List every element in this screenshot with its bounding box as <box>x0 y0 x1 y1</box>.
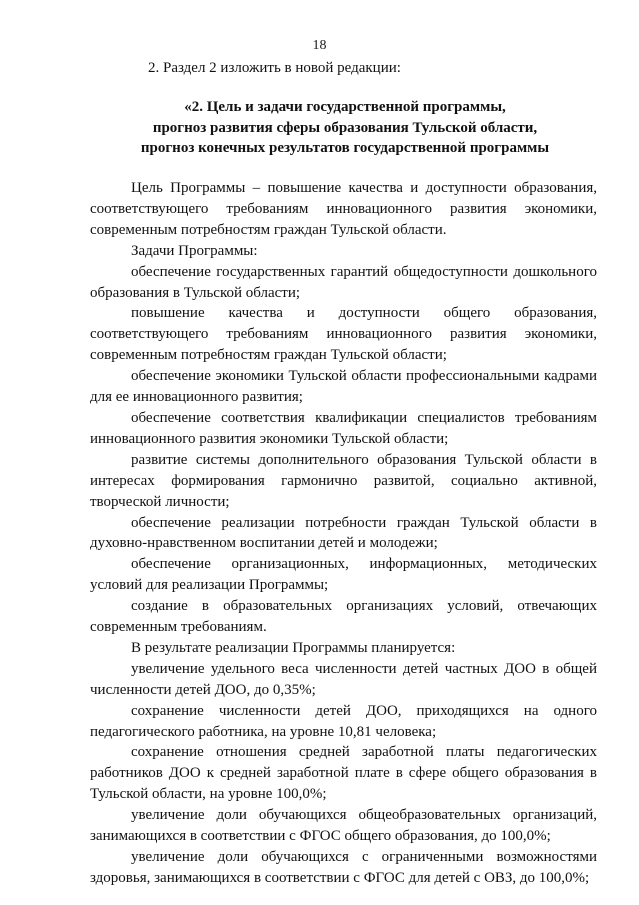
paragraph: Цель Программы – повышение качества и доступности образования, соответствующего требованиям инновационного развития экономики, современным потребностям граждан Тульской области. <box>90 180 597 238</box>
section-heading <box>90 97 600 159</box>
paragraph: сохранение отношения средней заработной платы педагогических работников ДОО к средней заработной плате в сфере общего образования в Тульской области, на уровне 100,0%; <box>90 744 597 803</box>
paragraph: обеспечение реализации потребности граждан Тульской области в духовно-нравственном воспитании детей и молодежи; <box>90 514 597 552</box>
paragraph: обеспечение экономики Тульской области профессиональными кадрами для ее инновационного развития; <box>90 368 597 406</box>
paragraph: сохранение численности детей ДОО, приходящихся на одного педагогического работника, на уровне 10,81 человека; <box>90 702 597 740</box>
paragraph: В результате реализации Программы планируется: <box>131 639 456 656</box>
paragraph: обеспечение государственных гарантий общедоступности дошкольного образования в Тульской области; <box>90 263 597 301</box>
heading-line: «2. Цель и задачи государственной программы, <box>184 99 506 115</box>
paragraph: повышение качества и доступности общего образования, соответствующего требованиям инновационного развития экономики, современным потребностям граждан Тульской области; <box>90 305 597 364</box>
heading-line: прогноз развития сферы образования Тульской области, <box>152 119 538 136</box>
paragraph: увеличение удельного веса численности детей частных ДОО в общей численности детей ДОО, до 0,35%; <box>90 660 597 698</box>
paragraph: увеличение доли обучающихся общеобразовательных организаций, занимающихся в соответствии с ФГОС общего образования, до 100,0%; <box>90 807 597 845</box>
paragraph: развитие системы дополнительного образования Тульской области в интересах формирования гармонично развитой, социально активной, творческой личности; <box>90 451 597 510</box>
paragraph: увеличение доли обучающихся с ограниченными возможностями здоровья, занимающихся в соответствии с ФГОС для детей с ОВЗ, до 100,0%; <box>90 849 597 886</box>
document-body <box>90 178 597 889</box>
intro-line: 2. Раздел 2 изложить в новой редакции: <box>148 60 401 76</box>
paragraph: обеспечение соответствия квалификации специалистов требованиям инновационного развития экономики Тульской области; <box>90 409 597 447</box>
paragraph: обеспечение организационных, информационных, методических условий для реализации Программы; <box>90 556 597 594</box>
paragraph: создание в образовательных организациях условий, отвечающих современным требованиям. <box>90 598 597 636</box>
paragraph: Задачи Программы: <box>131 242 258 259</box>
heading-line: прогноз конечных результатов государственной программы <box>140 140 550 156</box>
page-number: 18 <box>312 38 327 53</box>
